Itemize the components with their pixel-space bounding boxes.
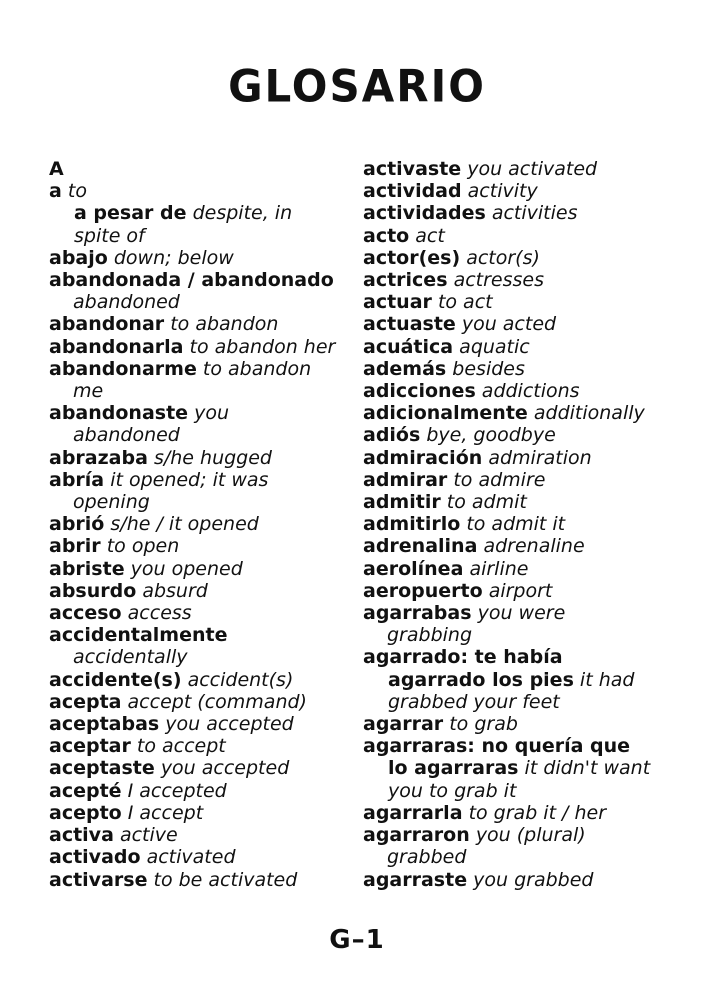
headword: admitir [363,491,441,514]
glossary-entry [363,735,663,757]
definition: to open [106,535,180,558]
definition-continued [363,846,663,868]
definition: you were [477,602,566,625]
definition: I accept [127,801,204,824]
definition: s/he / it opened [110,513,259,536]
headword: activarse [49,868,148,891]
definition: adrenaline [483,535,585,558]
definition: you activated [467,158,598,180]
headword: actividad [363,180,462,203]
headword: abrir [49,535,101,558]
glossary-entry [49,269,349,291]
glossary-entry [49,846,349,868]
headword: admirar [363,468,448,491]
headword: abajo [49,246,108,269]
headword: aeropuerto [363,579,483,602]
headword: adrenalina [363,535,478,558]
definition: to be activated [153,868,298,891]
headword: abriste [49,557,125,580]
glossary-entry [363,336,663,358]
headword: adiós [363,424,421,447]
glossary-entry [49,247,349,269]
glossary-entry [363,535,663,557]
headword: además [363,357,447,380]
headword: acepto [49,801,122,824]
glossary-entry [363,513,663,535]
glossary-entry [49,535,349,557]
definition-continued [49,646,349,668]
definition-continued [363,624,663,646]
definition: despite, in [192,202,293,225]
headword: actuaste [363,313,456,336]
definition: spite of [74,224,145,247]
headword: abandonarla [49,335,184,358]
definition: to admire [453,468,546,491]
glossary-entry [363,225,663,247]
glossary-entry [49,669,349,691]
headword: acto [363,224,410,247]
definition: to admit [446,491,527,514]
headword: admiración [363,446,483,469]
page-number: G–1 [329,925,385,955]
definition: you (plural) [475,824,586,847]
headword: agarrabas [363,602,472,625]
glossary-entry [363,713,663,735]
headword: accidente(s) [49,668,182,691]
headword: abandonarme [49,357,197,380]
definition-continued [363,691,663,713]
glossary-entry [49,447,349,469]
definition-continued [363,780,663,802]
definition: to grab it / her [468,801,607,824]
glossary-entry [49,513,349,535]
definition: activated [146,846,236,869]
glossary-entry [363,269,663,291]
glossary-entry [363,380,663,402]
definition: airport [488,579,553,602]
glossary-entry [363,180,663,202]
headword: adicionalmente [363,402,528,425]
headword: agarrar [363,713,444,736]
definition: it had [579,668,635,691]
glossary-entry [49,469,349,491]
definition: accidentally [73,646,188,669]
definition: abandoned [73,291,180,314]
definition: addictions [481,380,580,403]
glossary-entry [49,713,349,735]
glossary-entry [363,447,663,469]
glossary-entry [363,358,663,380]
definition: me [73,380,104,403]
definition: it didn't want [524,757,651,780]
definition: you to grab it [388,779,517,802]
glossary-entry [49,202,349,224]
definition: to act [437,291,493,314]
glossary-entry [363,158,663,180]
definition: it opened; it was [110,468,269,491]
headword: a [49,180,62,203]
glossary-entry [49,802,349,824]
glossary-entry [49,735,349,757]
definition: besides [452,357,525,380]
headword: admitirlo [363,513,461,536]
definition: bye, goodbye [426,424,556,447]
definition: actresses [453,269,544,292]
definition: to accept [136,735,226,758]
headword: agarraras: no quería que [363,735,631,758]
glossary-entry [49,691,349,713]
headword: actuar [363,291,432,314]
definition: to [67,180,87,203]
definition: airline [469,557,529,580]
definition-continued [49,225,349,247]
headword: accidentalmente [49,624,228,647]
headword: activado [49,846,141,869]
glossary-entry [363,402,663,424]
glossary-entry [49,402,349,424]
headword: acepta [49,690,122,713]
headword: agarraron [363,824,470,847]
headword: aceptar [49,735,131,758]
glossary-entry [363,491,663,513]
glossary-entry [363,313,663,335]
definition: accept (command) [127,690,307,713]
glossary-column-left [49,158,349,891]
definition-continued [49,491,349,513]
glossary-entry [363,869,663,891]
headword: lo agarraras [388,757,519,780]
definition: you grabbed [473,868,594,891]
glossary-column-right [363,158,663,891]
definition: activities [491,202,578,225]
headword: agarrarla [363,801,463,824]
headword: abría [49,468,105,491]
glossary-entry [49,757,349,779]
definition: to abandon her [189,335,336,358]
definition: opening [73,491,150,514]
glossary-entry [49,336,349,358]
glossary-entry [49,313,349,335]
glossary-entry [363,424,663,446]
headword: actrices [363,269,448,292]
definition: to admit it [466,513,566,536]
headword: acuática [363,335,454,358]
headword: adicciones [363,380,476,403]
definition: additionally [533,402,645,425]
glossary-entry [49,824,349,846]
definition: activity [467,180,538,203]
headword: aceptabas [49,713,160,736]
definition: you [194,402,230,425]
definition: actor(s) [466,246,540,269]
glossary-entry [363,469,663,491]
glossary-entry [363,646,663,668]
glossary-entry [49,869,349,891]
definition: you accepted [165,713,294,736]
definition: I accepted [127,779,227,802]
glossary-entry [363,602,663,624]
headword: a pesar de [74,202,187,225]
definition: act [415,224,445,247]
definition: abandoned [73,424,180,447]
headword: activa [49,824,114,847]
glossary-entry [49,780,349,802]
definition: down; below [113,246,234,269]
definition: access [127,602,192,625]
glossary-entry [363,247,663,269]
definition-continued [49,380,349,402]
definition-continued [49,291,349,313]
glossary-entry [363,291,663,313]
headword: abrió [49,513,105,536]
glossary-entry [49,602,349,624]
definition: to grab [449,713,518,736]
glossary-entry [363,757,663,779]
definition: you accepted [160,757,290,780]
headword: acceso [49,602,122,625]
definition: grabbed [387,846,467,869]
definition: admiration [488,446,592,469]
definition: accident(s) [187,668,294,691]
glossary-entry [49,358,349,380]
headword: abandonar [49,313,165,336]
glossary-entry [363,802,663,824]
glossary-entry [49,180,349,202]
definition: absurd [142,579,208,602]
headword: abandonada / abandonado [49,269,334,292]
headword: actor(es) [363,246,461,269]
definition: aquatic [459,335,530,358]
glossary-entry [363,824,663,846]
headword: agarraste [363,868,468,891]
headword: activaste [363,158,462,180]
section-letter: A [49,158,64,180]
definition: to abandon [202,357,312,380]
headword: aceptaste [49,757,155,780]
headword: absurdo [49,579,137,602]
definition: grabbing [387,624,473,647]
headword: actividades [363,202,486,225]
definition: grabbed your feet [388,690,560,713]
glossary-entry [363,202,663,224]
headword: agarrado los pies [388,668,574,691]
definition: you acted [461,313,557,336]
headword: abandonaste [49,402,189,425]
definition: active [119,824,178,847]
glossary-entry [363,669,663,691]
definition: s/he hugged [153,446,272,469]
headword: agarrado: te había [363,646,563,669]
headword: acepté [49,779,122,802]
page-title: GLOSARIO [228,60,486,113]
glossary-entry [49,558,349,580]
headword: abrazaba [49,446,148,469]
definition: to abandon [170,313,279,336]
definition: you opened [130,557,243,580]
glossary-entry [49,624,349,646]
glossary-entry [363,558,663,580]
headword: aerolínea [363,557,464,580]
glossary-entry [49,580,349,602]
definition-continued [49,424,349,446]
glossary-entry [363,580,663,602]
